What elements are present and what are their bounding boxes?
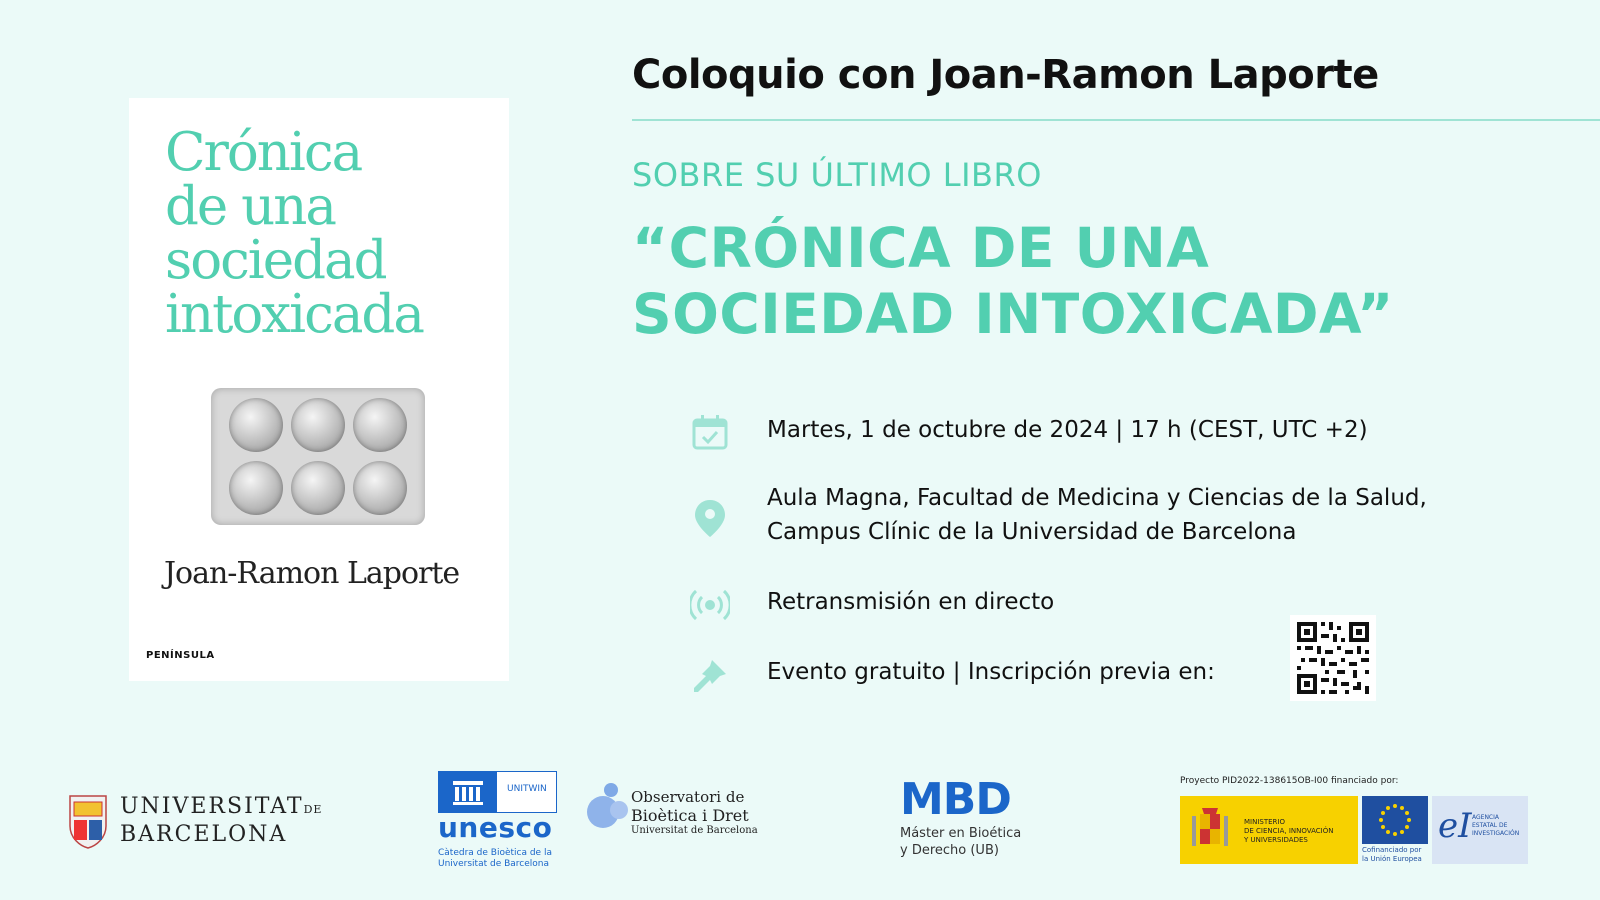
ub-name-de: DE [303,803,323,816]
blister-cavity [291,398,345,452]
book-cover-title-line: de una [165,176,336,237]
book-cover-author: Joan-Ramon Laporte [164,556,460,591]
blister-cavity [291,461,345,515]
event-location-line: Campus Clínic de la Universidad de Barcelona [767,519,1297,545]
unesco-temple-icon [439,772,497,812]
unesco-caption-line: Universitat de Barcelona [438,859,549,869]
aei-name-line: INVESTIGACIÓN [1472,830,1520,837]
blister-pack-image [211,388,425,525]
eu-caption-line: la Unión Europea [1362,855,1422,863]
divider [632,119,1600,121]
blister-cavity [353,398,407,452]
blister-cavity [229,461,283,515]
event-date: Martes, 1 de octubre de 2024 | 17 h (CEST, UTC +2) [767,417,1368,443]
mbd-acronym: MBD [900,774,1011,825]
unesco-caption-line: Càtedra de Bioètica de la [438,848,552,858]
aei-name-line: AGENCIA [1472,814,1499,821]
obd-bubbles-icon [585,782,629,830]
event-location-line: Aula Magna, Facultad de Medicina y Ciencias de la Salud, [767,485,1427,511]
obd-name-line: Universitat de Barcelona [631,825,758,836]
obd-name-line: Bioètica i Dret [631,806,749,825]
eu-flag-icon [1362,796,1428,844]
book-cover-title-line: sociedad [165,230,386,291]
ministry-name-line: DE CIENCIA, INNOVACIÓN [1244,827,1334,835]
book-heading-line: “CRÓNICA DE UNA [632,216,1210,280]
mbd-name-line: y Derecho (UB) [900,843,999,858]
unesco-name: unesco [438,811,553,844]
ministry-name-line: Y UNIVERSIDADES [1244,836,1308,844]
aei-mark-icon: eI [1438,806,1472,846]
book-cover [129,98,509,681]
unesco-header-box [438,771,557,813]
mbd-name-line: Máster en Bioética [900,826,1022,841]
ministry-logo [1180,796,1358,864]
ub-crest-icon [68,792,108,850]
event-title: Coloquio con Joan-Ramon Laporte [632,52,1379,98]
spain-coat-of-arms-icon [1188,806,1232,854]
unitwin-label: UNITWIN [507,784,547,794]
book-cover-title-line: intoxicada [165,284,423,345]
blister-cavity [229,398,283,452]
blister-cavity [353,461,407,515]
funding-project-text: Proyecto PID2022-138615OB-I00 financiado por: [1180,776,1399,786]
stream-info: Retransmisión en directo [767,589,1055,615]
ministry-name-line: MINISTERIO [1244,818,1285,826]
registration-info[interactable]: Evento gratuito | Inscripción previa en: [767,659,1215,685]
book-heading-line: SOCIEDAD INTOXICADA” [632,282,1394,346]
pushpin-icon [690,656,730,696]
ub-name-line1: UNIVERSITAT [120,794,304,819]
qr-code[interactable] [1290,615,1376,701]
ub-name-line2: BARCELONA [120,822,288,847]
book-cover-title-line: Crónica [165,122,362,183]
publisher-logo: PENÍNSULA [146,650,215,661]
aei-name-line: ESTATAL DE [1472,822,1508,829]
book-cover-title [165,122,423,345]
broadcast-icon [690,585,730,625]
subtitle: SOBRE SU ÚLTIMO LIBRO [632,156,1042,194]
obd-name-line: Observatori de [631,788,745,806]
location-pin-icon [690,498,730,538]
eu-caption-line: Cofinanciado por [1362,846,1422,854]
aei-logo [1432,796,1528,864]
calendar-icon [690,412,730,452]
